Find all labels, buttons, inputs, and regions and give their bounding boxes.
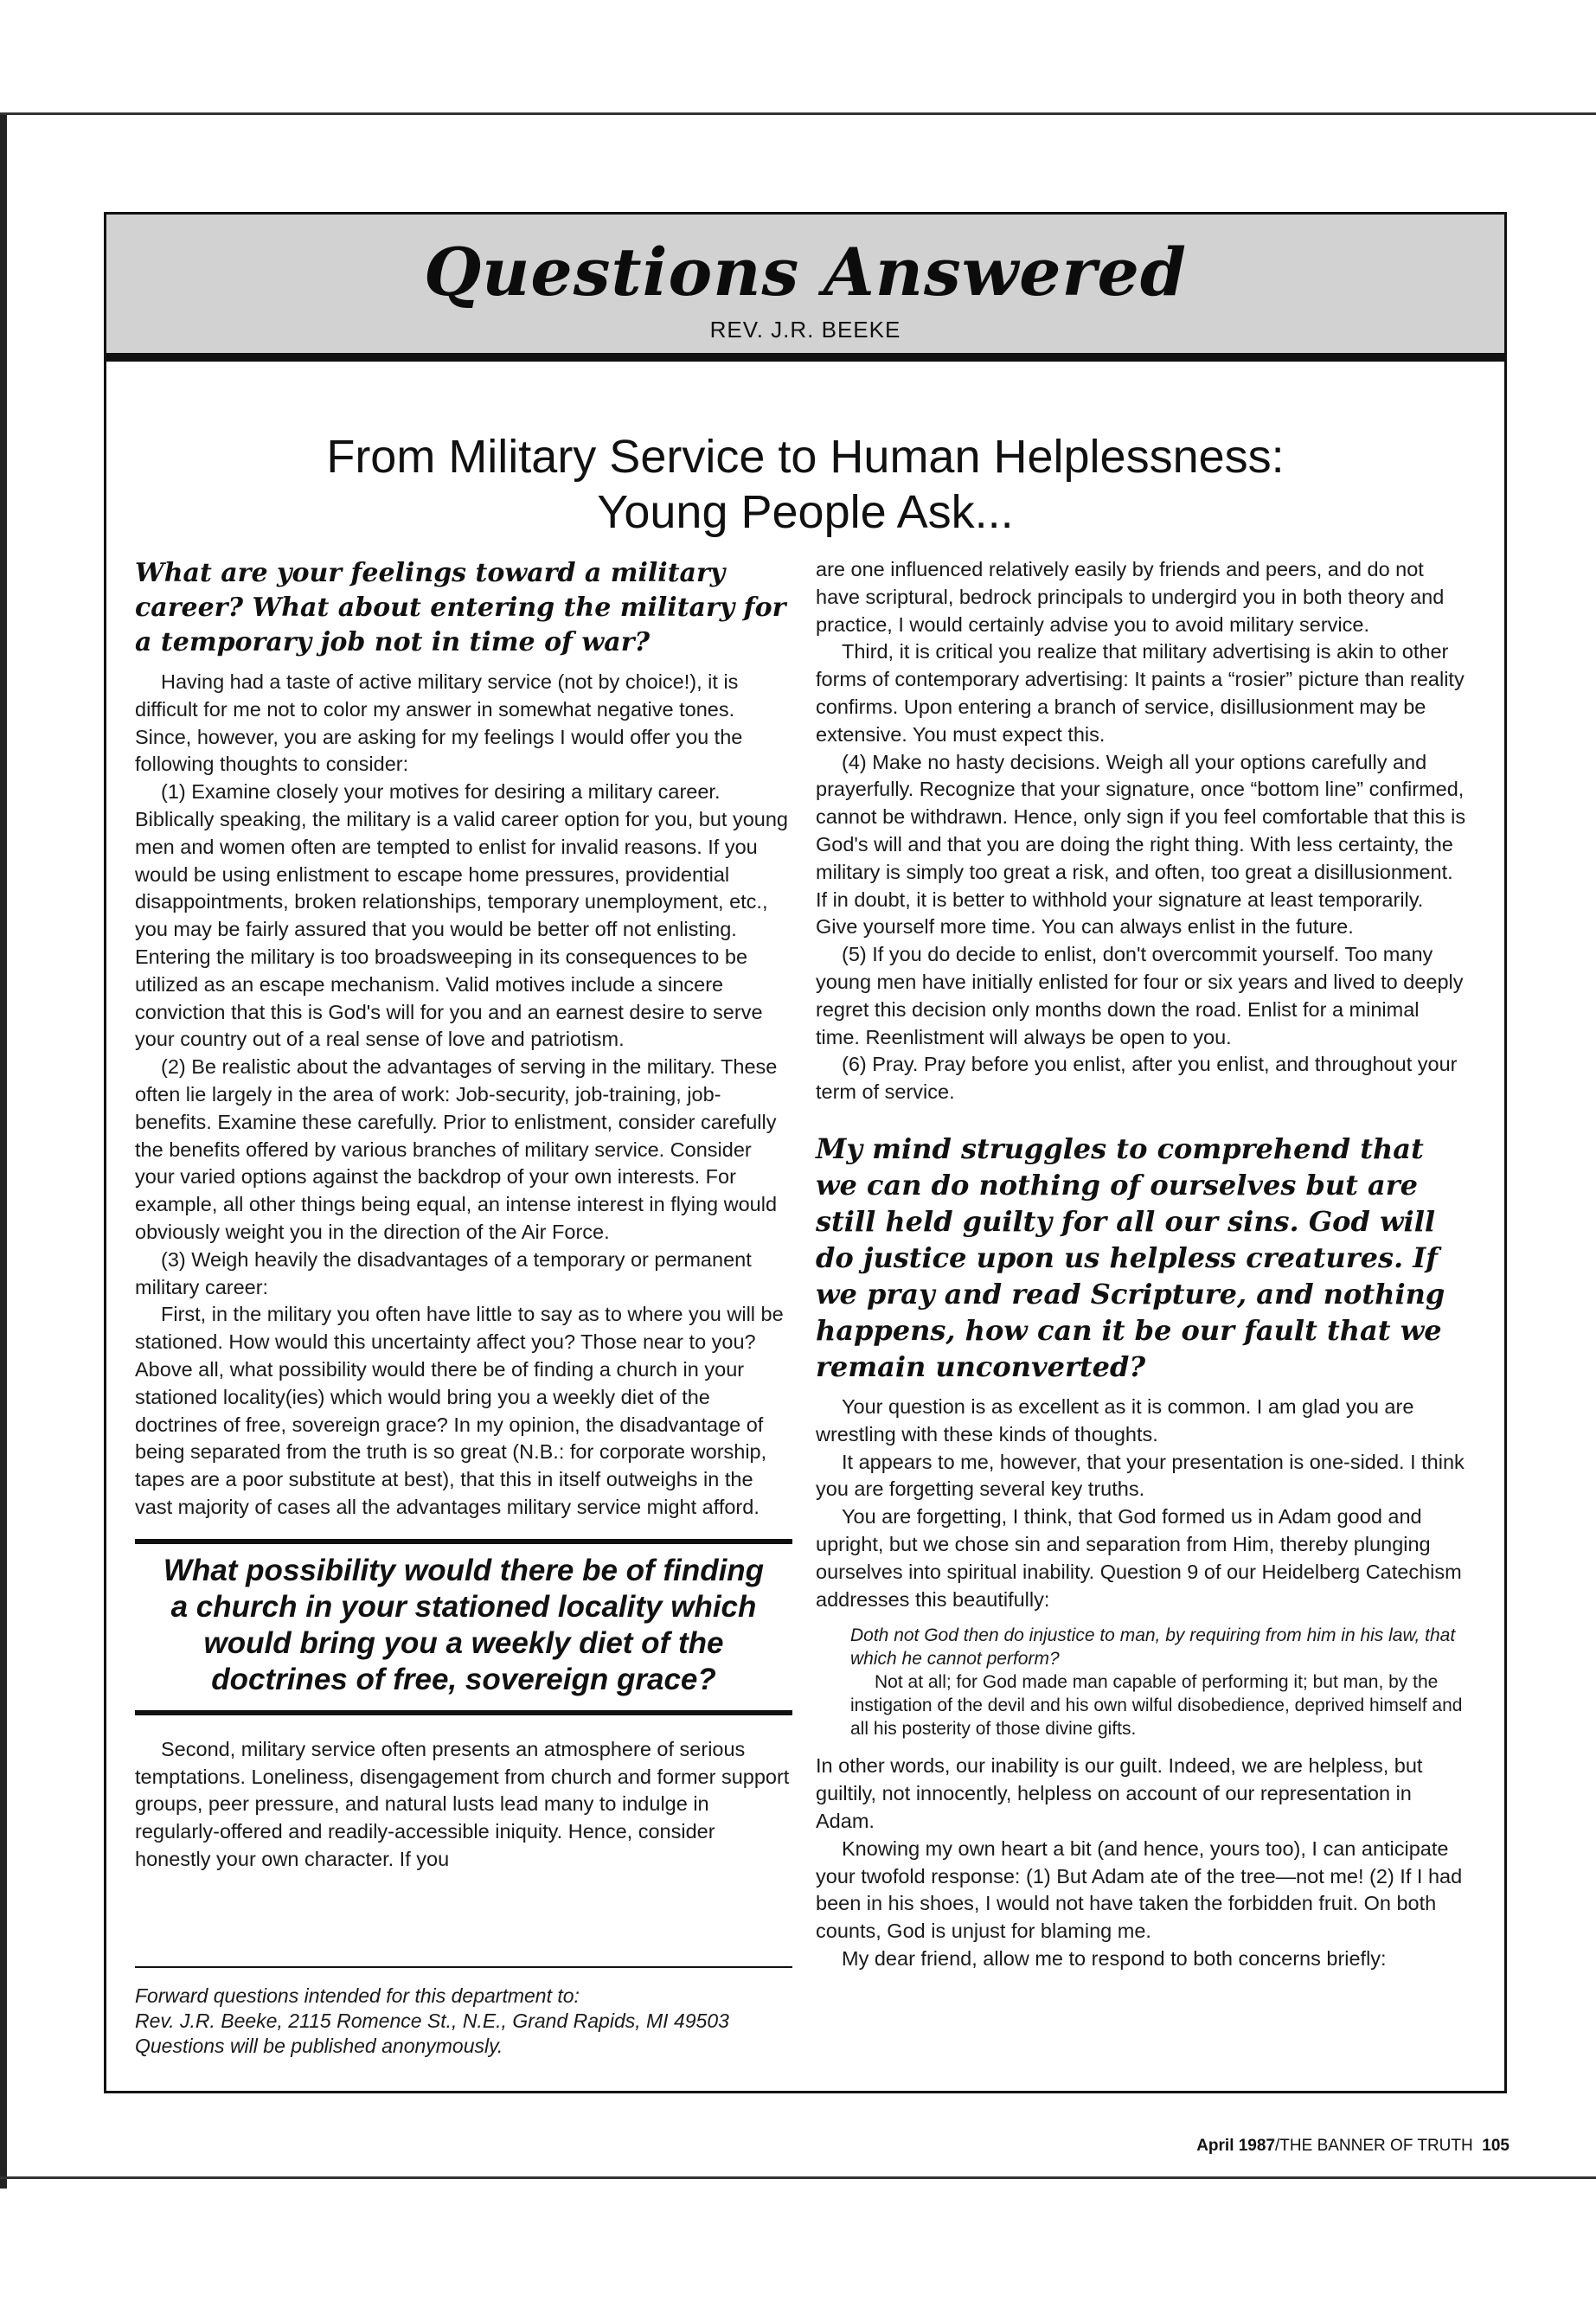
page-number: 105	[1482, 2137, 1509, 2155]
submission-note	[135, 1966, 792, 2059]
paragraph: Having had a taste of active military service (not by choice!), it is difficult for me not to color my answer in somewhat negative tones. Since, however, you are asking for my feelings I would offer you the following thoughts to consider:	[135, 670, 743, 776]
department-title: Questions Answered	[423, 234, 1188, 311]
paragraph: (5) If you do decide to enlist, don't overcommit yourself. Too many young men have initially enlisted for four or six years and lived to deeply regret this decision only months down the road. Enlist for a minimal time. Reenlistment will always be open to you.	[816, 943, 1464, 1048]
catechism-question: Doth not God then do injustice to man, by requiring from him in his law, that which he cannot perform?	[850, 1625, 1456, 1670]
catechism-answer: Not at all; for God made man capable of performing it; but man, by the instigation of the devil and his own wilful disobedience, deprived himself and all his posterity of those divine gifts.	[850, 1672, 1463, 1740]
article-frame	[104, 212, 1507, 2093]
pull-quote: What possibility would there be of finding a church in your stationed locality which would bring you a weekly diet of the doctrines of free, sovereign grace?	[135, 1539, 792, 1715]
paragraph: (3) Weigh heavily the disadvantages of a temporary or permanent military career:	[135, 1247, 752, 1298]
scan-edge	[0, 112, 7, 2189]
paragraph: Third, it is critical you realize that military advertising is akin to other forms of contemporary advertising: It paints a “rosier” picture than reality confirms. Upon entering a branch of service, disillusionment may be extensive. You must expect this.	[816, 640, 1465, 746]
paragraph: Knowing my own heart a bit (and hence, yours too), I can anticipate your twofold response: (1) But Adam ate of the tree—not me! (2) If I had been in his shoes, I would not have taken the forbidden fruit. On both counts, God is unjust for blaming me.	[816, 1836, 1463, 1943]
paragraph: In other words, our inability is our guilt. Indeed, we are helpless, but guiltily, not innocently, helpless on account of our representation in Adam.	[816, 1754, 1423, 1832]
article-title	[141, 429, 1470, 540]
paragraph: It appears to me, however, that your presentation is one-sided. I think you are forgetting several key truths.	[816, 1450, 1465, 1501]
submission-line-1: Forward questions intended for this department to:	[135, 1984, 580, 2007]
issue-date: April 1987	[1196, 2137, 1276, 2155]
paragraph: (4) Make no hasty decisions. Weigh all your options carefully and prayerfully. Recognize that your signature, once “bottom line” confirmed, cannot be withdrawn. Hence, only sign if you feel comfortable that this is God's will and that you are doing the right thing. With less certainty, the military is simply too great a risk, and often, too great a disillusionment. If in doubt, it is better to withhold your signature at least temporarily. Give yourself more time. You can always enlist in the future.	[816, 750, 1466, 939]
paragraph: (2) Be realistic about the advantages of serving in the military. These often lie largely in the area of work: Job-security, job-training, job-benefits. Examine these carefully. Prior to enlistment, consider carefully the benefits offered by various branches of military service. Consider your varied options against the backdrop of your own interests. For example, all other things being equal, an intense interest in flying would obviously weight you in the direction of the Air Force.	[135, 1055, 778, 1243]
catechism-quote	[850, 1624, 1466, 1740]
paragraph: You are forgetting, I think, that God formed us in Adam good and upright, but we chose sin and separation from Him, thereby plunging ourselves into spiritual inability. Question 9 of our Heidelberg Catechism addresses this beautifully:	[816, 1505, 1462, 1611]
question-heading-1: What are your feelings toward a military career? What about entering the military for a temporary job not in time of war?	[135, 558, 786, 657]
author-byline: REV. J.R. BEEKE	[709, 317, 901, 343]
paragraph: My dear friend, allow me to respond to both concerns briefly:	[842, 1946, 1387, 1970]
submission-line-3: Questions will be published anonymously.	[135, 2035, 503, 2057]
paragraph: (1) Examine closely your motives for desiring a military career. Biblically speaking, the military is a valid career option for you, but young men and women often are tempted to enlist for invalid reasons. If you would be using enlistment to escape home pressures, providential disappointments, broken relationships, temporary unemployment, etc., you may be fairly assured that you would be better off not enlisting. Entering the military is too broadsweeping in its consequences to be utilized as an escape mechanism. Valid motives include a sincere conviction that this is God's will for you and an earnest desire to serve your country out of a real sense of love and patriotism.	[135, 780, 788, 1051]
publication-name: /THE BANNER OF TRUTH	[1275, 2137, 1473, 2155]
bottom-rule	[0, 2176, 1596, 2179]
right-column	[816, 556, 1466, 1973]
paragraph: Your question is as excellent as it is common. I am glad you are wrestling with these kinds of thoughts.	[816, 1394, 1414, 1445]
paragraph: (6) Pray. Pray before you enlist, after you enlist, and throughout your term of service.	[816, 1053, 1458, 1104]
department-banner	[106, 215, 1504, 362]
left-column	[135, 556, 792, 1874]
top-rule	[0, 112, 1596, 115]
question-heading-2: My mind struggles to comprehend that we can do nothing of ourselves but are still held guilty for all our sins. God will do justice upon us helpless creatures. If we pray and read Scripture, and nothing happens, how can it be our fault that we remain unconverted?	[816, 1131, 1445, 1383]
paragraph: Second, military service often presents an atmosphere of serious temptations. Loneliness, disengagement from church and former support groups, peer pressure, and natural lusts lead many to indulge in regularly-offered and readily-accessible iniquity. Hence, consider honestly your own character. If you	[135, 1737, 790, 1870]
paragraph: are one influenced relatively easily by friends and peers, and do not have scriptural, bedrock principals to undergird you in both theory and practice, I would certainly advise you to avoid military service.	[816, 558, 1445, 636]
article-title-line-1: From Military Service to Human Helplessness:	[326, 431, 1285, 483]
submission-address: Rev. J.R. Beeke, 2115 Romence St., N.E., Grand Rapids, MI 49503	[135, 2009, 729, 2032]
page-footer	[1196, 2137, 1509, 2156]
article-title-line-2: Young People Ask...	[597, 486, 1014, 538]
paragraph: First, in the military you often have little to say as to where you will be stationed. How would this uncertainty affect you? Those near to you? Above all, what possibility would there be of finding a church in your stationed locality(ies) which would bring you a weekly diet of the doctrines of free, sovereign grace? In my opinion, the disadvantage of being separated from the truth is so great (N.B.: for corporate worship, tapes are a poor substitute at best), that this in itself outweighs in the vast majority of cases all the advantages military service might afford.	[135, 1303, 784, 1518]
